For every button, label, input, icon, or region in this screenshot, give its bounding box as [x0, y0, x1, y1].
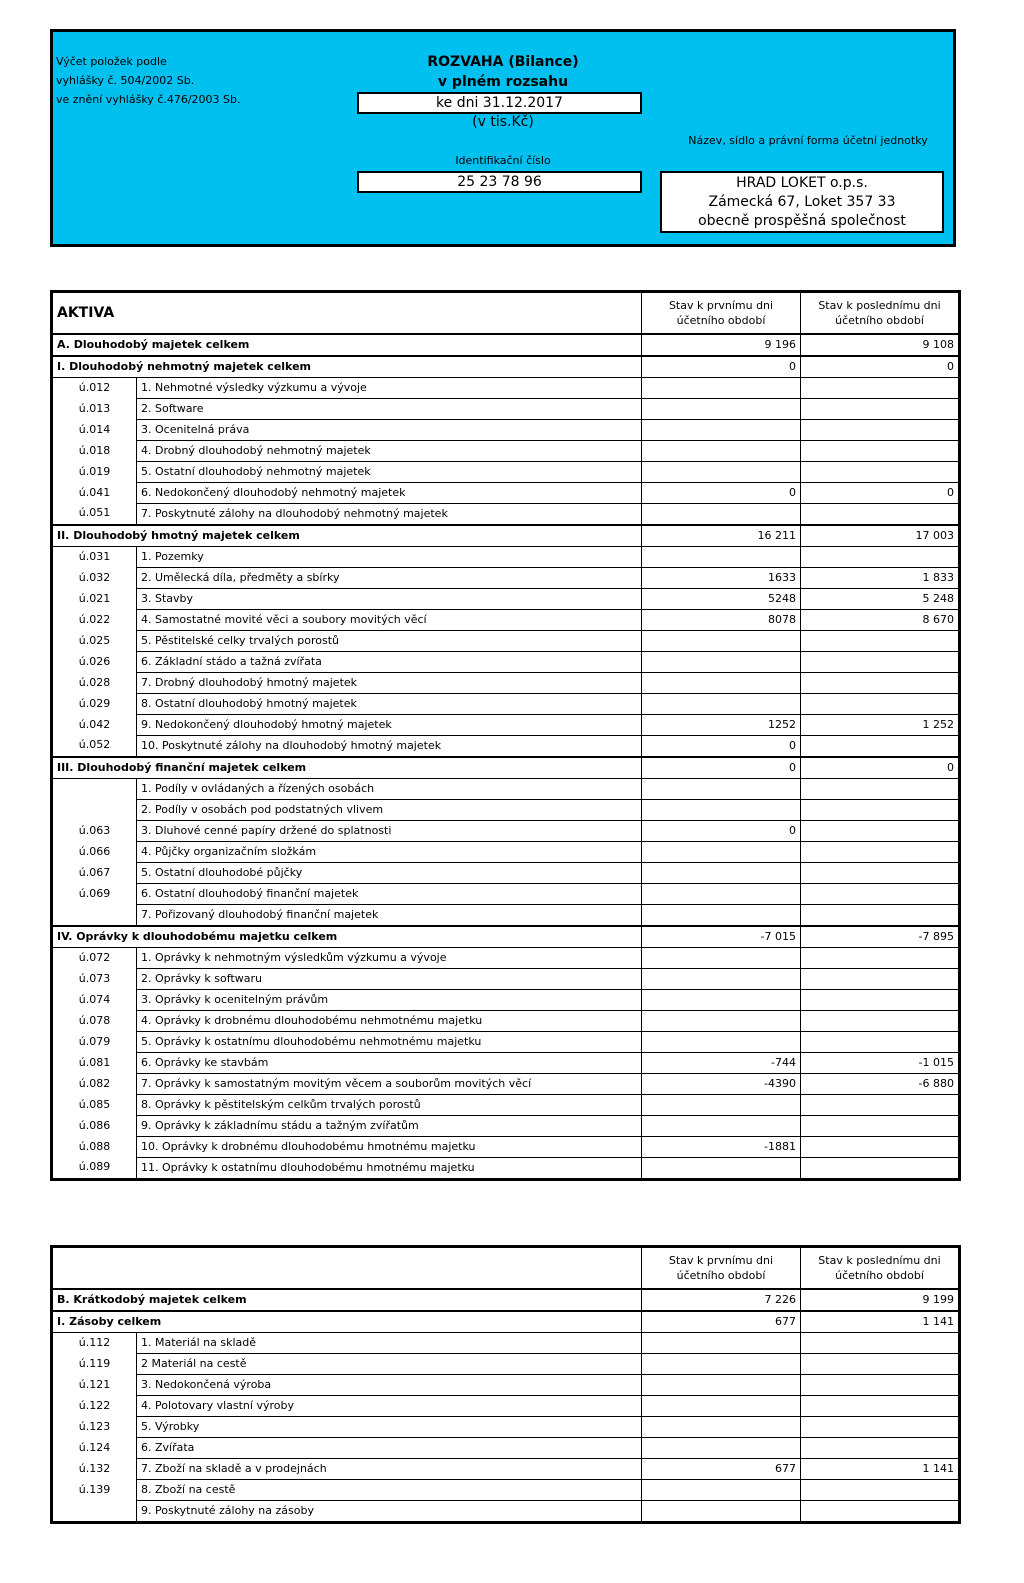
table-row	[52, 503, 960, 525]
assets-table-long-term	[50, 290, 961, 1181]
table-row	[52, 1010, 960, 1031]
value-first-day	[642, 1031, 801, 1052]
table-row	[52, 334, 960, 356]
item-label: 1. Oprávky k nehmotným výsledkům výzkumu a vývoje	[137, 947, 642, 968]
item-label: 7. Drobný dlouhodobý hmotný majetek	[137, 672, 642, 693]
item-label: 1. Podíly v ovládaných a řízených osobách	[137, 778, 642, 799]
value-last-day	[801, 947, 960, 968]
value-first-day	[642, 799, 801, 820]
table-row	[52, 757, 960, 779]
blank-heading	[52, 1247, 642, 1289]
value-last-day	[801, 1094, 960, 1115]
table-row	[52, 588, 960, 609]
item-label: 5. Výrobky	[137, 1416, 642, 1437]
entity-name: HRAD LOKET o.p.s.	[736, 175, 868, 191]
item-label: 1. Pozemky	[137, 546, 642, 567]
table-row	[52, 356, 960, 378]
section-total-label: A. Dlouhodobý majetek celkem	[52, 334, 642, 356]
table-row	[52, 672, 960, 693]
value-last-day	[801, 989, 960, 1010]
regulation-line-2: vyhlášky č. 504/2002 Sb.	[56, 74, 195, 87]
account-code: ú.031	[52, 546, 137, 567]
table-row	[52, 968, 960, 989]
account-code: ú.073	[52, 968, 137, 989]
report-header	[50, 29, 956, 247]
account-code: ú.052	[52, 735, 137, 757]
value-first-day	[642, 672, 801, 693]
value-last-day	[801, 883, 960, 904]
regulation-line-1: Výčet položek podle	[56, 55, 167, 68]
table-row	[52, 1052, 960, 1073]
value-last-day	[801, 1157, 960, 1179]
value-first-day: 8078	[642, 609, 801, 630]
assets-table-short-term	[50, 1245, 961, 1524]
item-label: 7. Pořizovaný dlouhodobý finanční majetek	[137, 904, 642, 926]
item-label: 3. Stavby	[137, 588, 642, 609]
value-first-day	[642, 1332, 801, 1353]
account-code: ú.132	[52, 1458, 137, 1479]
group-total-label: IV. Oprávky k dlouhodobému majetku celkem	[52, 926, 642, 948]
value-first-day	[642, 1353, 801, 1374]
account-code: ú.014	[52, 419, 137, 440]
value-last-day	[801, 1353, 960, 1374]
account-code	[52, 1500, 137, 1522]
account-code	[52, 778, 137, 799]
col-last-day: Stav k poslednímu dni účetního období	[801, 1247, 960, 1289]
value-first-day	[642, 1500, 801, 1522]
item-label: 5. Pěstitelské celky trvalých porostů	[137, 630, 642, 651]
table-row	[52, 820, 960, 841]
item-label: 9. Poskytnuté zálohy na zásoby	[137, 1500, 642, 1522]
value-last-day: 9 199	[801, 1289, 960, 1311]
account-code: ú.078	[52, 1010, 137, 1031]
value-first-day	[642, 1115, 801, 1136]
value-first-day: 677	[642, 1458, 801, 1479]
account-code: ú.086	[52, 1115, 137, 1136]
value-first-day	[642, 904, 801, 926]
value-first-day	[642, 883, 801, 904]
table-row	[52, 1395, 960, 1416]
account-code: ú.041	[52, 482, 137, 503]
account-code: ú.072	[52, 947, 137, 968]
value-last-day	[801, 503, 960, 525]
account-code: ú.088	[52, 1136, 137, 1157]
value-first-day	[642, 1479, 801, 1500]
value-first-day	[642, 651, 801, 672]
value-last-day	[801, 841, 960, 862]
col-first-day: Stav k prvnímu dni účetního období	[642, 1247, 801, 1289]
item-label: 5. Oprávky k ostatnímu dlouhodobému nehmotnému majetku	[137, 1031, 642, 1052]
table-row	[52, 904, 960, 926]
value-first-day: 0	[642, 735, 801, 757]
value-first-day: 0	[642, 356, 801, 378]
entity-form: obecně prospěšná společnost	[698, 213, 906, 229]
account-code: ú.022	[52, 609, 137, 630]
value-last-day: 1 252	[801, 714, 960, 735]
value-last-day	[801, 377, 960, 398]
value-last-day: 1 141	[801, 1458, 960, 1479]
value-first-day	[642, 1010, 801, 1031]
value-first-day	[642, 862, 801, 883]
table-row	[52, 1374, 960, 1395]
item-label: 7. Poskytnuté zálohy na dlouhodobý nehmotný majetek	[137, 503, 642, 525]
value-first-day: -4390	[642, 1073, 801, 1094]
account-code: ú.021	[52, 588, 137, 609]
entity-box	[660, 171, 944, 233]
item-label: 2. Umělecká díla, předměty a sbírky	[137, 567, 642, 588]
item-label: 5. Ostatní dlouhodobé půjčky	[137, 862, 642, 883]
account-code	[52, 904, 137, 926]
account-code: ú.123	[52, 1416, 137, 1437]
item-label: 2. Podíly v osobách pod podstatných vlivem	[137, 799, 642, 820]
section-total-label: B. Krátkodobý majetek celkem	[52, 1289, 642, 1311]
account-code: ú.121	[52, 1374, 137, 1395]
value-last-day	[801, 630, 960, 651]
item-label: 2. Software	[137, 398, 642, 419]
table-row	[52, 1136, 960, 1157]
value-first-day: 677	[642, 1311, 801, 1333]
table-row	[52, 377, 960, 398]
value-first-day: 16 211	[642, 525, 801, 547]
table-row	[52, 419, 960, 440]
value-last-day	[801, 693, 960, 714]
value-first-day: 0	[642, 757, 801, 779]
table-row	[52, 630, 960, 651]
table-row	[52, 926, 960, 948]
table-row	[52, 1332, 960, 1353]
value-last-day	[801, 672, 960, 693]
group-total-label: I. Dlouhodobý nehmotný majetek celkem	[52, 356, 642, 378]
item-label: 10. Oprávky k drobnému dlouhodobému hmotnému majetku	[137, 1136, 642, 1157]
table-row	[52, 778, 960, 799]
value-last-day: -1 015	[801, 1052, 960, 1073]
item-label: 6. Nedokončený dlouhodobý nehmotný majetek	[137, 482, 642, 503]
value-last-day	[801, 1437, 960, 1458]
value-first-day	[642, 630, 801, 651]
table-row	[52, 1437, 960, 1458]
account-code: ú.032	[52, 567, 137, 588]
table-row	[52, 1458, 960, 1479]
value-first-day	[642, 398, 801, 419]
item-label: 8. Ostatní dlouhodobý hmotný majetek	[137, 693, 642, 714]
table-row	[52, 1115, 960, 1136]
item-label: 2 Materiál na cestě	[137, 1353, 642, 1374]
table-row	[52, 1416, 960, 1437]
item-label: 3. Nedokončená výroba	[137, 1374, 642, 1395]
table-row	[52, 525, 960, 547]
table-row	[52, 546, 960, 567]
group-total-label: I. Zásoby celkem	[52, 1311, 642, 1333]
table-row	[52, 440, 960, 461]
report-subtitle: v plném rozsahu	[437, 74, 569, 90]
value-first-day: 9 196	[642, 334, 801, 356]
aktiva-heading: AKTIVA	[52, 292, 642, 334]
value-first-day: 0	[642, 482, 801, 503]
value-last-day	[801, 419, 960, 440]
value-last-day	[801, 461, 960, 482]
value-first-day	[642, 440, 801, 461]
value-last-day: 9 108	[801, 334, 960, 356]
value-first-day	[642, 419, 801, 440]
value-last-day: -7 895	[801, 926, 960, 948]
value-first-day	[642, 503, 801, 525]
value-last-day	[801, 1479, 960, 1500]
table-row	[52, 482, 960, 503]
value-last-day	[801, 651, 960, 672]
value-first-day: 1252	[642, 714, 801, 735]
table-row	[52, 1311, 960, 1333]
account-code: ú.026	[52, 651, 137, 672]
account-code: ú.082	[52, 1073, 137, 1094]
table-row	[52, 1479, 960, 1500]
value-first-day	[642, 546, 801, 567]
account-code: ú.089	[52, 1157, 137, 1179]
value-last-day	[801, 1416, 960, 1437]
value-first-day	[642, 461, 801, 482]
value-first-day	[642, 968, 801, 989]
value-last-day: 0	[801, 356, 960, 378]
value-first-day	[642, 1094, 801, 1115]
col-last-day: Stav k poslednímu dni účetního období	[801, 292, 960, 334]
table-row	[52, 1289, 960, 1311]
account-code: ú.069	[52, 883, 137, 904]
value-first-day	[642, 778, 801, 799]
item-label: 8. Oprávky k pěstitelským celkům trvalých porostů	[137, 1094, 642, 1115]
value-last-day	[801, 1332, 960, 1353]
value-first-day	[642, 1416, 801, 1437]
id-label: Identifikační číslo	[455, 154, 551, 167]
account-code: ú.019	[52, 461, 137, 482]
value-last-day	[801, 968, 960, 989]
item-label: 6. Základní stádo a tažná zvířata	[137, 651, 642, 672]
item-label: 11. Oprávky k ostatnímu dlouhodobému hmotnému majetku	[137, 1157, 642, 1179]
value-first-day	[642, 841, 801, 862]
account-code: ú.124	[52, 1437, 137, 1458]
account-code: ú.051	[52, 503, 137, 525]
item-label: 8. Zboží na cestě	[137, 1479, 642, 1500]
table-row	[52, 989, 960, 1010]
value-first-day: 5248	[642, 588, 801, 609]
table-row	[52, 883, 960, 904]
value-last-day	[801, 1031, 960, 1052]
item-label: 5. Ostatní dlouhodobý nehmotný majetek	[137, 461, 642, 482]
table-row	[52, 567, 960, 588]
table-row	[52, 862, 960, 883]
table-row	[52, 609, 960, 630]
item-label: 4. Samostatné movité věci a soubory movitých věcí	[137, 609, 642, 630]
item-label: 9. Nedokončený dlouhodobý hmotný majetek	[137, 714, 642, 735]
value-last-day: -6 880	[801, 1073, 960, 1094]
account-code: ú.018	[52, 440, 137, 461]
item-label: 4. Oprávky k drobnému dlouhodobému nehmotnému majetku	[137, 1010, 642, 1031]
value-last-day: 1 141	[801, 1311, 960, 1333]
table-row	[52, 714, 960, 735]
value-last-day: 0	[801, 482, 960, 503]
account-code: ú.119	[52, 1353, 137, 1374]
entity-address: Zámecká 67, Loket 357 33	[708, 194, 896, 210]
item-label: 6. Ostatní dlouhodobý finanční majetek	[137, 883, 642, 904]
table-row	[52, 461, 960, 482]
table-row	[52, 651, 960, 672]
value-last-day	[801, 1010, 960, 1031]
value-last-day	[801, 1136, 960, 1157]
col-first-day: Stav k prvnímu dni účetního období	[642, 292, 801, 334]
account-code: ú.012	[52, 377, 137, 398]
value-first-day: 1633	[642, 567, 801, 588]
table-row	[52, 398, 960, 419]
table-header-row	[52, 1247, 960, 1289]
value-first-day: -744	[642, 1052, 801, 1073]
report-title: ROZVAHA (Bilance)	[427, 54, 579, 70]
table-row	[52, 799, 960, 820]
value-last-day	[801, 904, 960, 926]
value-first-day: 7 226	[642, 1289, 801, 1311]
value-last-day	[801, 799, 960, 820]
item-label: 6. Zvířata	[137, 1437, 642, 1458]
item-label: 3. Dluhové cenné papíry držené do splatnosti	[137, 820, 642, 841]
value-first-day: -1881	[642, 1136, 801, 1157]
table-row	[52, 693, 960, 714]
report-date: ke dni 31.12.2017	[357, 92, 642, 114]
value-last-day	[801, 440, 960, 461]
value-first-day: -7 015	[642, 926, 801, 948]
table-row	[52, 1157, 960, 1179]
value-last-day	[801, 1374, 960, 1395]
value-first-day	[642, 1395, 801, 1416]
account-code: ú.025	[52, 630, 137, 651]
table-row	[52, 947, 960, 968]
value-first-day	[642, 1157, 801, 1179]
item-label: 3. Ocenitelná práva	[137, 419, 642, 440]
account-code: ú.079	[52, 1031, 137, 1052]
value-last-day	[801, 1395, 960, 1416]
table-row	[52, 735, 960, 757]
table-row	[52, 1500, 960, 1522]
item-label: 6. Oprávky ke stavbám	[137, 1052, 642, 1073]
value-first-day	[642, 377, 801, 398]
value-last-day	[801, 778, 960, 799]
value-first-day: 0	[642, 820, 801, 841]
item-label: 4. Polotovary vlastní výroby	[137, 1395, 642, 1416]
item-label: 1. Nehmotné výsledky výzkumu a vývoje	[137, 377, 642, 398]
table-row	[52, 1353, 960, 1374]
account-code: ú.085	[52, 1094, 137, 1115]
group-total-label: II. Dlouhodobý hmotný majetek celkem	[52, 525, 642, 547]
value-first-day	[642, 947, 801, 968]
value-last-day	[801, 398, 960, 419]
account-code: ú.066	[52, 841, 137, 862]
item-label: 10. Poskytnuté zálohy na dlouhodobý hmotný majetek	[137, 735, 642, 757]
account-code: ú.112	[52, 1332, 137, 1353]
account-code: ú.063	[52, 820, 137, 841]
item-label: 1. Materiál na skladě	[137, 1332, 642, 1353]
account-code: ú.139	[52, 1479, 137, 1500]
table-row	[52, 1031, 960, 1052]
account-code: ú.074	[52, 989, 137, 1010]
account-code: ú.029	[52, 693, 137, 714]
value-last-day	[801, 862, 960, 883]
account-code: ú.042	[52, 714, 137, 735]
value-last-day: 0	[801, 757, 960, 779]
table-row	[52, 841, 960, 862]
table-row	[52, 1094, 960, 1115]
table-header-row	[52, 292, 960, 334]
group-total-label: III. Dlouhodobý finanční majetek celkem	[52, 757, 642, 779]
value-last-day: 17 003	[801, 525, 960, 547]
item-label: 4. Drobný dlouhodobý nehmotný majetek	[137, 440, 642, 461]
value-last-day	[801, 1115, 960, 1136]
units-label: (v tis.Kč)	[472, 114, 534, 130]
item-label: 2. Oprávky k softwaru	[137, 968, 642, 989]
account-code: ú.067	[52, 862, 137, 883]
value-last-day	[801, 820, 960, 841]
account-code: ú.013	[52, 398, 137, 419]
value-last-day	[801, 735, 960, 757]
value-last-day	[801, 546, 960, 567]
item-label: 7. Zboží na skladě a v prodejnách	[137, 1458, 642, 1479]
table-row	[52, 1073, 960, 1094]
regulation-line-3: ve znění vyhlášky č.476/2003 Sb.	[56, 93, 241, 106]
account-code: ú.028	[52, 672, 137, 693]
value-last-day: 1 833	[801, 567, 960, 588]
value-last-day	[801, 1500, 960, 1522]
value-last-day: 8 670	[801, 609, 960, 630]
entity-label: Název, sídlo a právní forma účetní jednotky	[688, 134, 928, 147]
value-first-day	[642, 989, 801, 1010]
value-last-day: 5 248	[801, 588, 960, 609]
account-code: ú.081	[52, 1052, 137, 1073]
item-label: 3. Oprávky k ocenitelným právům	[137, 989, 642, 1010]
item-label: 4. Půjčky organizačním složkám	[137, 841, 642, 862]
value-first-day	[642, 1437, 801, 1458]
value-first-day	[642, 1374, 801, 1395]
id-value: 25 23 78 96	[357, 171, 642, 193]
item-label: 9. Oprávky k základnímu stádu a tažným zvířatům	[137, 1115, 642, 1136]
value-first-day	[642, 693, 801, 714]
account-code	[52, 799, 137, 820]
account-code: ú.122	[52, 1395, 137, 1416]
item-label: 7. Oprávky k samostatným movitým věcem a souborům movitých věcí	[137, 1073, 642, 1094]
